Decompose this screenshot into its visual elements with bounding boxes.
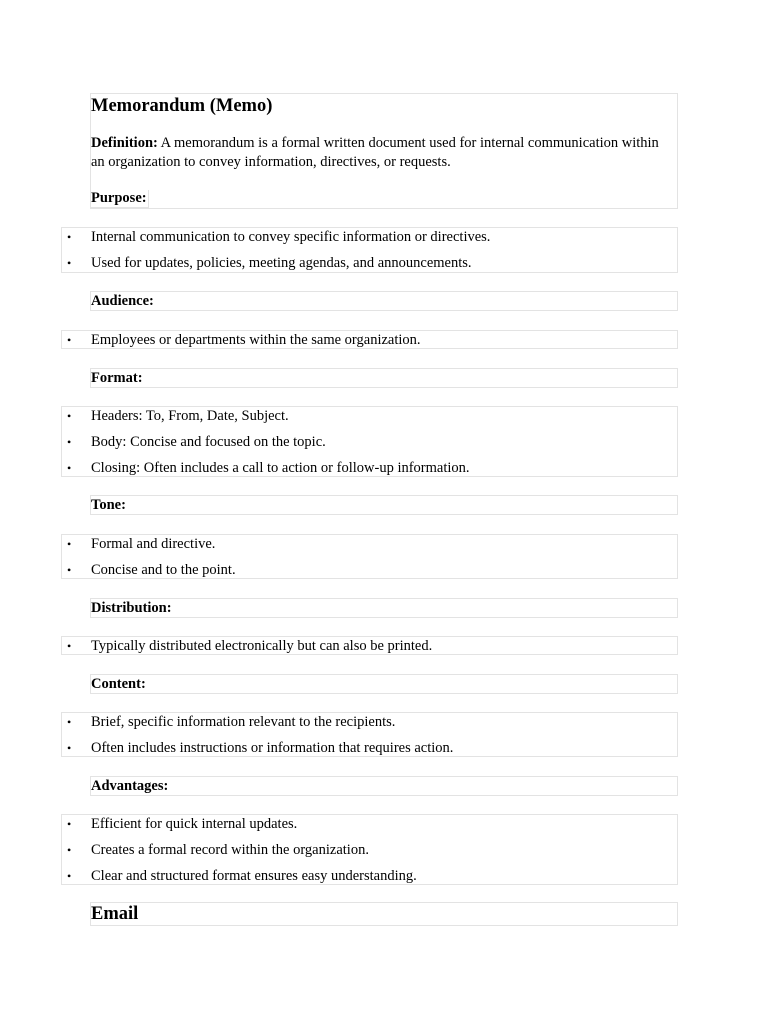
list-tone	[61, 534, 678, 579]
definition-text: A memorandum is a formal written document used for internal communication within an organization to convey information, directives, or requests.	[91, 135, 659, 170]
section-label-advantages: Advantages:	[91, 778, 169, 794]
bullet-icon: •	[67, 537, 72, 551]
list-item	[62, 868, 677, 894]
section-label-format: Format:	[91, 370, 143, 386]
list-item	[62, 740, 677, 766]
bullet-icon: •	[67, 817, 72, 831]
list-audience	[61, 330, 678, 349]
list-item-text: Typically distributed electronically but can also be printed.	[91, 638, 433, 654]
list-item-text: Concise and to the point.	[91, 561, 236, 578]
email-heading: Email	[91, 904, 139, 924]
list-advantages	[61, 814, 678, 885]
list-item-text: Efficient for quick internal updates.	[91, 816, 298, 832]
bullet-icon: •	[67, 255, 72, 270]
email-heading-block	[90, 902, 678, 926]
section-label-content: Content:	[91, 676, 146, 692]
bullet-icon: •	[67, 715, 72, 729]
list-item	[62, 332, 677, 358]
bullet-icon: •	[67, 562, 72, 577]
bullet-icon: •	[67, 434, 72, 449]
bullet-icon: •	[67, 460, 72, 475]
section-header-distribution	[90, 598, 678, 618]
list-item-text: Often includes instructions or information that requires action.	[91, 739, 454, 756]
list-item-text: Internal communication to convey specific information or directives.	[91, 229, 491, 245]
list-item	[62, 255, 677, 281]
document-title: Memorandum (Memo)	[91, 96, 273, 116]
list-item	[62, 434, 677, 460]
list-item-text: Brief, specific information relevant to the recipients.	[91, 714, 396, 730]
bullet-icon: •	[67, 842, 72, 857]
definition-label: Definition:	[91, 135, 158, 151]
section-header-format	[90, 368, 678, 388]
bullet-icon: •	[67, 868, 72, 883]
list-item	[62, 842, 677, 868]
list-item	[62, 714, 677, 740]
list-item	[62, 229, 677, 255]
list-item-text: Employees or departments within the same organization.	[91, 332, 421, 348]
bullet-icon: •	[67, 740, 72, 755]
section-label-tone: Tone:	[91, 497, 126, 513]
section-header-audience	[90, 291, 678, 311]
list-item	[62, 408, 677, 434]
section-label-distribution: Distribution:	[91, 600, 172, 616]
list-item-text: Creates a formal record within the organization.	[91, 841, 369, 858]
list-item	[62, 460, 677, 486]
list-distribution	[61, 636, 678, 655]
list-item-text: Body: Concise and focused on the topic.	[91, 433, 326, 450]
section-label-audience: Audience:	[91, 293, 154, 309]
list-item-text: Formal and directive.	[91, 536, 216, 552]
list-item	[62, 816, 677, 842]
section-header-tone	[90, 495, 678, 515]
list-item-text: Closing: Often includes a call to action or follow-up information.	[91, 459, 470, 476]
section-header-advantages	[90, 776, 678, 796]
bullet-icon: •	[67, 333, 72, 347]
list-format	[61, 406, 678, 477]
list-item	[62, 562, 677, 588]
list-purpose	[61, 227, 678, 273]
section-header-content	[90, 674, 678, 694]
list-content	[61, 712, 678, 757]
list-item-text: Headers: To, From, Date, Subject.	[91, 408, 289, 424]
bullet-icon: •	[67, 409, 72, 423]
memo-intro-block	[90, 93, 678, 209]
list-item	[62, 536, 677, 562]
section-label-purpose: Purpose:	[91, 190, 147, 206]
bullet-icon: •	[67, 639, 72, 653]
definition-paragraph	[91, 134, 661, 172]
list-item-text: Clear and structured format ensures easy understanding.	[91, 867, 417, 884]
bullet-icon: •	[67, 230, 72, 244]
list-item	[62, 638, 677, 664]
list-item-text: Used for updates, policies, meeting agendas, and announcements.	[91, 254, 472, 271]
